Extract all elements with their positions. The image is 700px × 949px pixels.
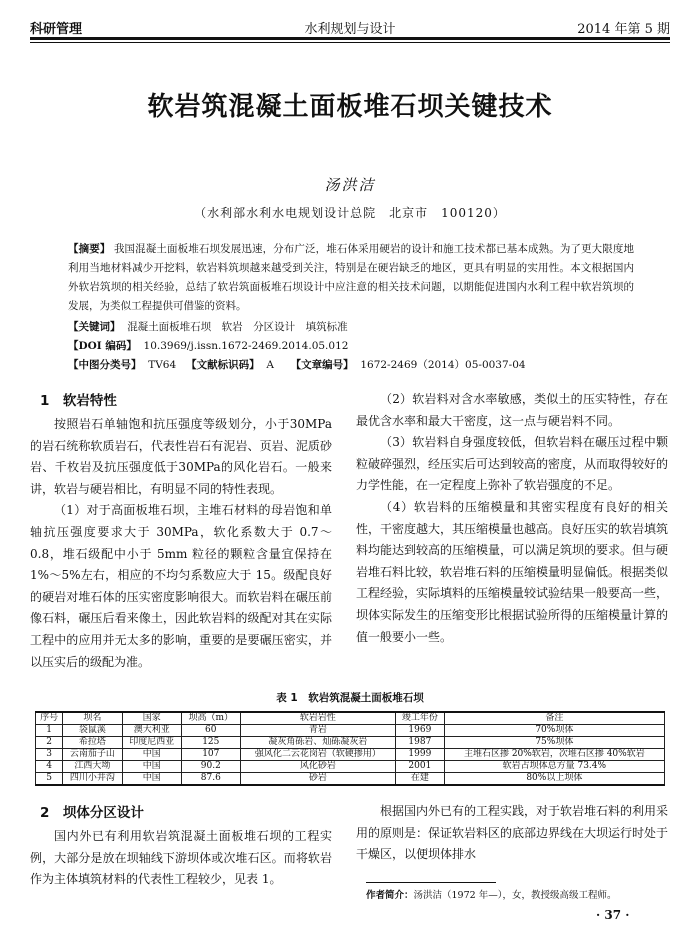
table-cell: 江西大坳: [63, 761, 122, 773]
table-cell: 125: [181, 737, 240, 749]
table-cell: 软岩占坝体总方量 73.4%: [444, 761, 664, 773]
table-row: [36, 749, 665, 761]
keywords-text: 混凝土面板堆石坝 软岩 分区设计 填筑标准: [127, 321, 348, 333]
footnote-text: 汤洪洁（1972 年—），女，教授级高级工程师。: [413, 890, 617, 901]
running-header: [30, 16, 670, 36]
doi-label: 【DOI 编码】: [68, 340, 137, 352]
doi: [68, 338, 634, 353]
header-journal-name: 水利规划与设计: [304, 22, 396, 37]
article-no-value: 1672-2469（2014）05-0037-04: [360, 359, 526, 371]
table-header: 竣工年份: [396, 712, 445, 725]
table-cell: 强风化二云花岗岩（软硬掺用）: [240, 749, 395, 761]
keywords-label: 【关键词】: [68, 321, 121, 333]
classification: [68, 357, 634, 372]
author-affiliation: （水利部水利水电规划设计总院 北京市 100120）: [194, 206, 506, 220]
table-cell: 1987: [396, 737, 445, 749]
abstract: [68, 240, 634, 316]
table-cell: 四川小井沟: [63, 773, 122, 786]
abstract-text: 我国混凝土面板堆石坝发展迅速，分布广泛，堆石体采用硬岩的设计和施工技术都已基本成熟。为了更大限度地利用当地材料减少开挖料，软岩料筑坝越来越受到关注，特别是在硬岩缺乏的地区，更具有明显的实用性。本文根据国内外软岩筑坝的相关经验，总结了软岩筑面板堆石坝设计中应注意的相关技术问题，以期能促进国内水利工程中软岩筑坝的发展，为类似工程提供可借鉴的资料。: [68, 243, 635, 312]
table-cell: 5: [36, 773, 63, 786]
table-cell: 107: [181, 749, 240, 761]
author-name: 汤洪洁: [324, 176, 376, 194]
table-cell: 60: [181, 725, 240, 737]
clc-value: TV64: [148, 359, 177, 371]
table-cell: 印度尼西亚: [122, 737, 181, 749]
table-1-caption: 表 1 软岩筑混凝土面板堆石坝: [276, 692, 424, 704]
table-header-row: [36, 712, 665, 725]
article-no-label: 【文章编号】: [290, 359, 354, 371]
table-cell: 风化砂岩: [240, 761, 395, 773]
paragraph: 根据国内外已有的工程实践，对于软岩堆石料的利用采用的原则是：保证软岩料区的底部边界线在大坝运行时处于干燥区，以便坝体排水: [356, 804, 669, 862]
table-cell: 1999: [396, 749, 445, 761]
table-cell: 70%坝体: [444, 725, 664, 737]
table-cell: 1969: [396, 725, 445, 737]
table-cell: 2: [36, 737, 63, 749]
doi-text: 10.3969/j.issn.1672-2469.2014.05.012: [143, 340, 349, 352]
table-cell: 80%以上坝体: [444, 773, 664, 786]
header-rule-thin: [30, 42, 670, 43]
paragraph: 国内外已有利用软岩筑混凝土面板堆石坝的工程实例，大部分是放在坝轴线下游坝体或次堆石区。而将软岩作为主体填筑材料的代表性工程较少，见表 1。: [30, 829, 332, 887]
table-cell: 中国: [122, 761, 181, 773]
table-header: 软岩岩性: [240, 712, 395, 725]
table-cell: 凝灰角砾岩、灿砾凝灰岩: [240, 737, 395, 749]
section-1-heading: 1 软岩特性: [40, 393, 117, 409]
author-footnote: [366, 887, 616, 901]
table-header: 坝高（m）: [181, 712, 240, 725]
footnote-label: 作者简介：: [366, 890, 414, 901]
header-issue: 2014 年第 5 期: [577, 22, 670, 37]
section-2-heading: 2 坝体分区设计: [40, 805, 144, 821]
table-cell: 中国: [122, 749, 181, 761]
paper-title: 软岩筑混凝土面板堆石坝关键技术: [147, 92, 553, 122]
table-row: [36, 725, 665, 737]
table-row: [36, 761, 665, 773]
right-column-top: [356, 389, 668, 648]
paragraph: （4）软岩料的压缩模量和其密实程度有良好的相关性，干密度越大，其压缩模量也越高。良好压实的软岩填筑料均能达到较高的压缩模量，可以满足筑坝的要求。但与硬岩堆石料比较，软岩堆石料的压缩模量明显偏低。根据类似工程经验，实际填料的压缩模量较试验结果一般要高一些，坝体实际发生的压缩变形比根据试验所得的压缩模量计算的值一般要小一些。: [356, 499, 669, 644]
clc-label: 【中图分类号】: [68, 359, 142, 371]
keywords: [68, 319, 634, 334]
table-cell: 主堆石区掺 20%软岩，次堆石区掺 40%软岩: [444, 749, 664, 761]
page-number: · 37 ·: [596, 908, 630, 922]
table-cell: 在建: [396, 773, 445, 786]
table-cell: 希拉塔: [63, 737, 122, 749]
table-1: [35, 711, 665, 786]
header-rule-thick: [30, 37, 670, 40]
doc-code-value: A: [266, 359, 274, 371]
table-cell: 4: [36, 761, 63, 773]
abstract-label: 【摘要】: [68, 243, 111, 255]
table-cell: 75%坝体: [444, 737, 664, 749]
footnote-rule: [366, 882, 496, 883]
table-cell: 87.6: [181, 773, 240, 786]
doc-code-label: 【文献标识码】: [186, 359, 260, 371]
right-column-bottom: [356, 801, 668, 866]
table-cell: 中国: [122, 773, 181, 786]
table-cell: 青岩: [240, 725, 395, 737]
table-cell: 1: [36, 725, 63, 737]
table-header: 国家: [122, 712, 181, 725]
table-cell: 砂岩: [240, 773, 395, 786]
table-cell: 袋鼠溪: [63, 725, 122, 737]
paragraph: （3）软岩料自身强度较低，但软岩料在碾压过程中颗粒破碎强烈，经压实后可达到较高的密度，从而取得较好的力学性能，在一定程度上弥补了软岩强度的不足。: [356, 435, 669, 493]
paragraph: （1）对于高面板堆石坝，主堆石材料的母岩饱和单轴抗压强度要求大于 30MPa，软化系数大于 0.7～0.8，堆石级配中小于 5mm 粒径的颗粒含量宜保持在 1%～5%左右，相应的不均匀系数应大于 15。级配良好的硬岩对堆石体的压实密度影响很大。而软岩料在碾压前像石料，碾压后看来像土，因此软岩料的级配对其在实际工程中的应用并无太多的影响，重要的是要碾压密实，并以压实后的级配为准。: [30, 503, 332, 669]
table-cell: 云南茄子山: [63, 749, 122, 761]
left-column-bottom: [30, 826, 332, 891]
header-column-name: 科研管理: [30, 22, 83, 37]
table-cell: 澳大利亚: [122, 725, 181, 737]
left-column-top: [30, 414, 332, 673]
table-cell: 3: [36, 749, 63, 761]
table-header: 坝名: [63, 712, 122, 725]
table-row: [36, 737, 665, 749]
paragraph: （2）软岩料对含水率敏感，类似土的压实特性，存在最优含水率和最大干密度，这一点与硬岩料不同。: [356, 392, 668, 428]
table-header: 序号: [36, 712, 63, 725]
table-cell: 2001: [396, 761, 445, 773]
table-cell: 90.2: [181, 761, 240, 773]
table-row: [36, 773, 665, 786]
paragraph: 按照岩石单轴饱和抗压强度等级划分，小于30MPa 的岩石统称软质岩石，代表性岩石有泥岩、页岩、泥质砂岩、千枚岩及抗压强度低于30MPa的风化岩石。一般来讲，软岩与硬岩相比，有明显不同的特性表现。: [30, 417, 332, 496]
table-header: 备注: [444, 712, 664, 725]
